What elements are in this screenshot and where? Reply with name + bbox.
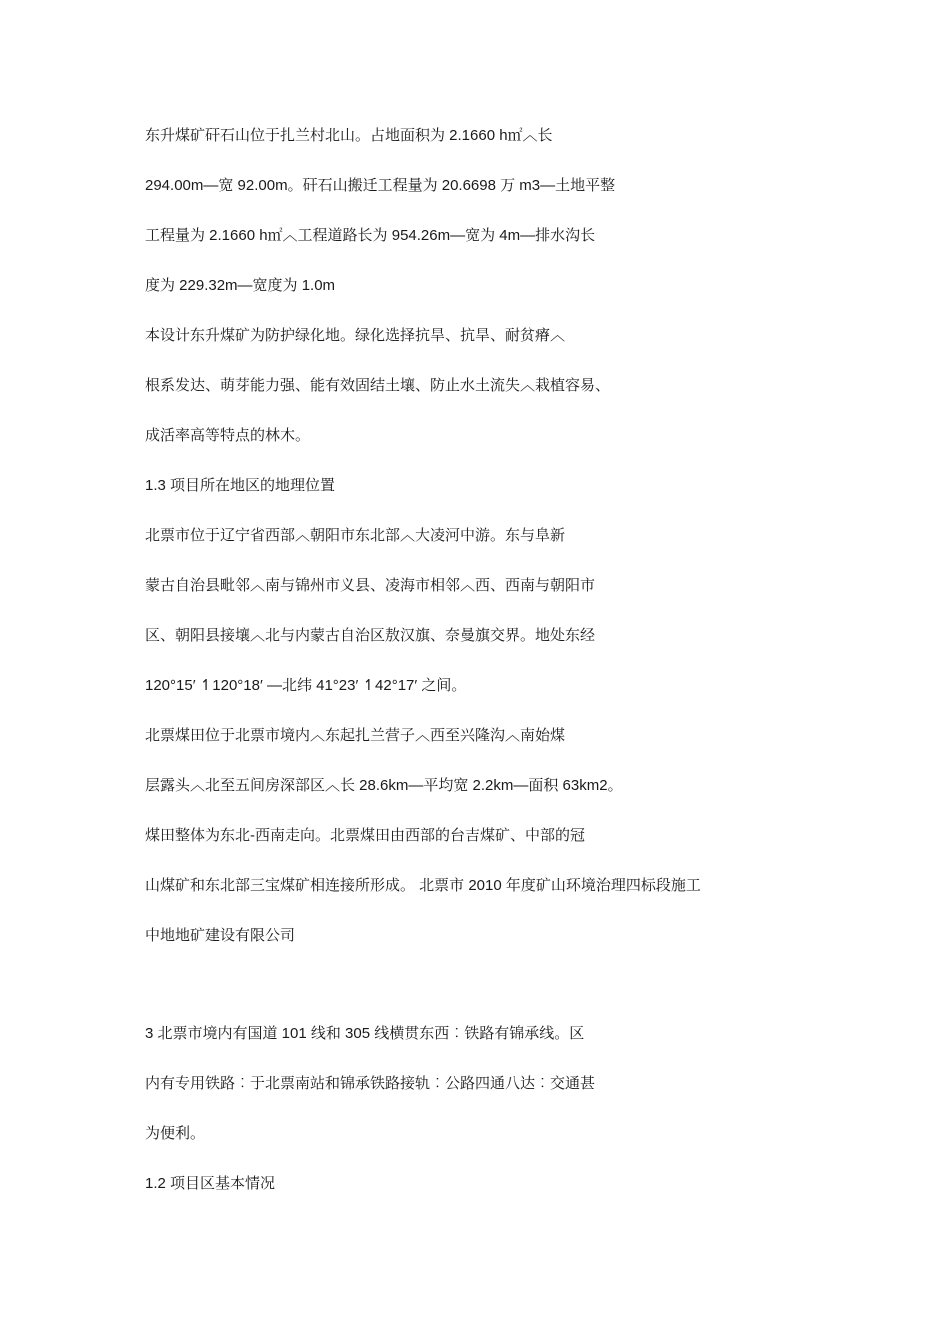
text-line: 根系发达、萌芽能力强、能有效固结土壤、防止水土流失︿栽植容易、 xyxy=(145,377,611,394)
text-line: 煤田整体为东北-西南走向。北票煤田由西部的台吉煤矿、中部的冠 xyxy=(145,827,585,844)
section-heading: 1.3 项目所在地区的地理位置 xyxy=(145,477,336,494)
text-line: 区、朝阳县接壤︿北与内蒙古自治区敖汉旗、奈曼旗交界。地处东经 xyxy=(145,627,596,644)
text-line: 成活率高等特点的林木。 xyxy=(145,427,311,444)
text-line: 度为 229.32m—宽度为 1.0m xyxy=(145,277,336,294)
text-line: 3 北票市境内有国道 101 线和 305 线横贯东西︰铁路有锦承线。区 xyxy=(145,1025,585,1042)
text-line: 北票煤田位于北票市境内︿东起扎兰营子︿西至兴隆沟︿南始煤 xyxy=(145,727,566,744)
text-line: 为便利。 xyxy=(145,1125,206,1142)
text-line: 294.00m—宽 92.00m。矸石山搬迁工程量为 20.6698 万 m3—土地平整 xyxy=(145,177,616,194)
text-line: 东升煤矿矸石山位于扎兰村北山。占地面积为 2.1660 h㎡︿长 xyxy=(145,127,553,144)
text-line: 工程量为 2.1660 h㎡︿工程道路长为 954.26m—宽为 4m—排水沟长 xyxy=(145,227,596,244)
text-line: 本设计东升煤矿为防护绿化地。绿化选择抗旱、抗旱、耐贫瘠︿ xyxy=(145,327,566,344)
text-line: 120°15′ ↿120°18′ —北纬 41°23′ ↿42°17′ 之间。 xyxy=(145,677,467,694)
text-line: 中地地矿建设有限公司 xyxy=(145,927,296,944)
text-line: 内有专用铁路︰于北票南站和锦承铁路接轨︰公路四通八达︰交通甚 xyxy=(145,1075,596,1092)
text-line: 蒙古自治县毗邻︿南与锦州市义县、凌海市相邻︿西、西南与朝阳市 xyxy=(145,577,596,594)
text-line: 山煤矿和东北部三宝煤矿相连接所形成。 北票市 2010 年度矿山环境治理四标段施工 xyxy=(145,877,701,894)
text-line: 层露头︿北至五间房深部区︿长 28.6km—平均宽 2.2km—面积 63km2。 xyxy=(145,777,623,794)
section-heading: 1.2 项目区基本情况 xyxy=(145,1175,276,1192)
text-line: 北票市位于辽宁省西部︿朝阳市东北部︿大凌河中游。东与阜新 xyxy=(145,527,566,544)
